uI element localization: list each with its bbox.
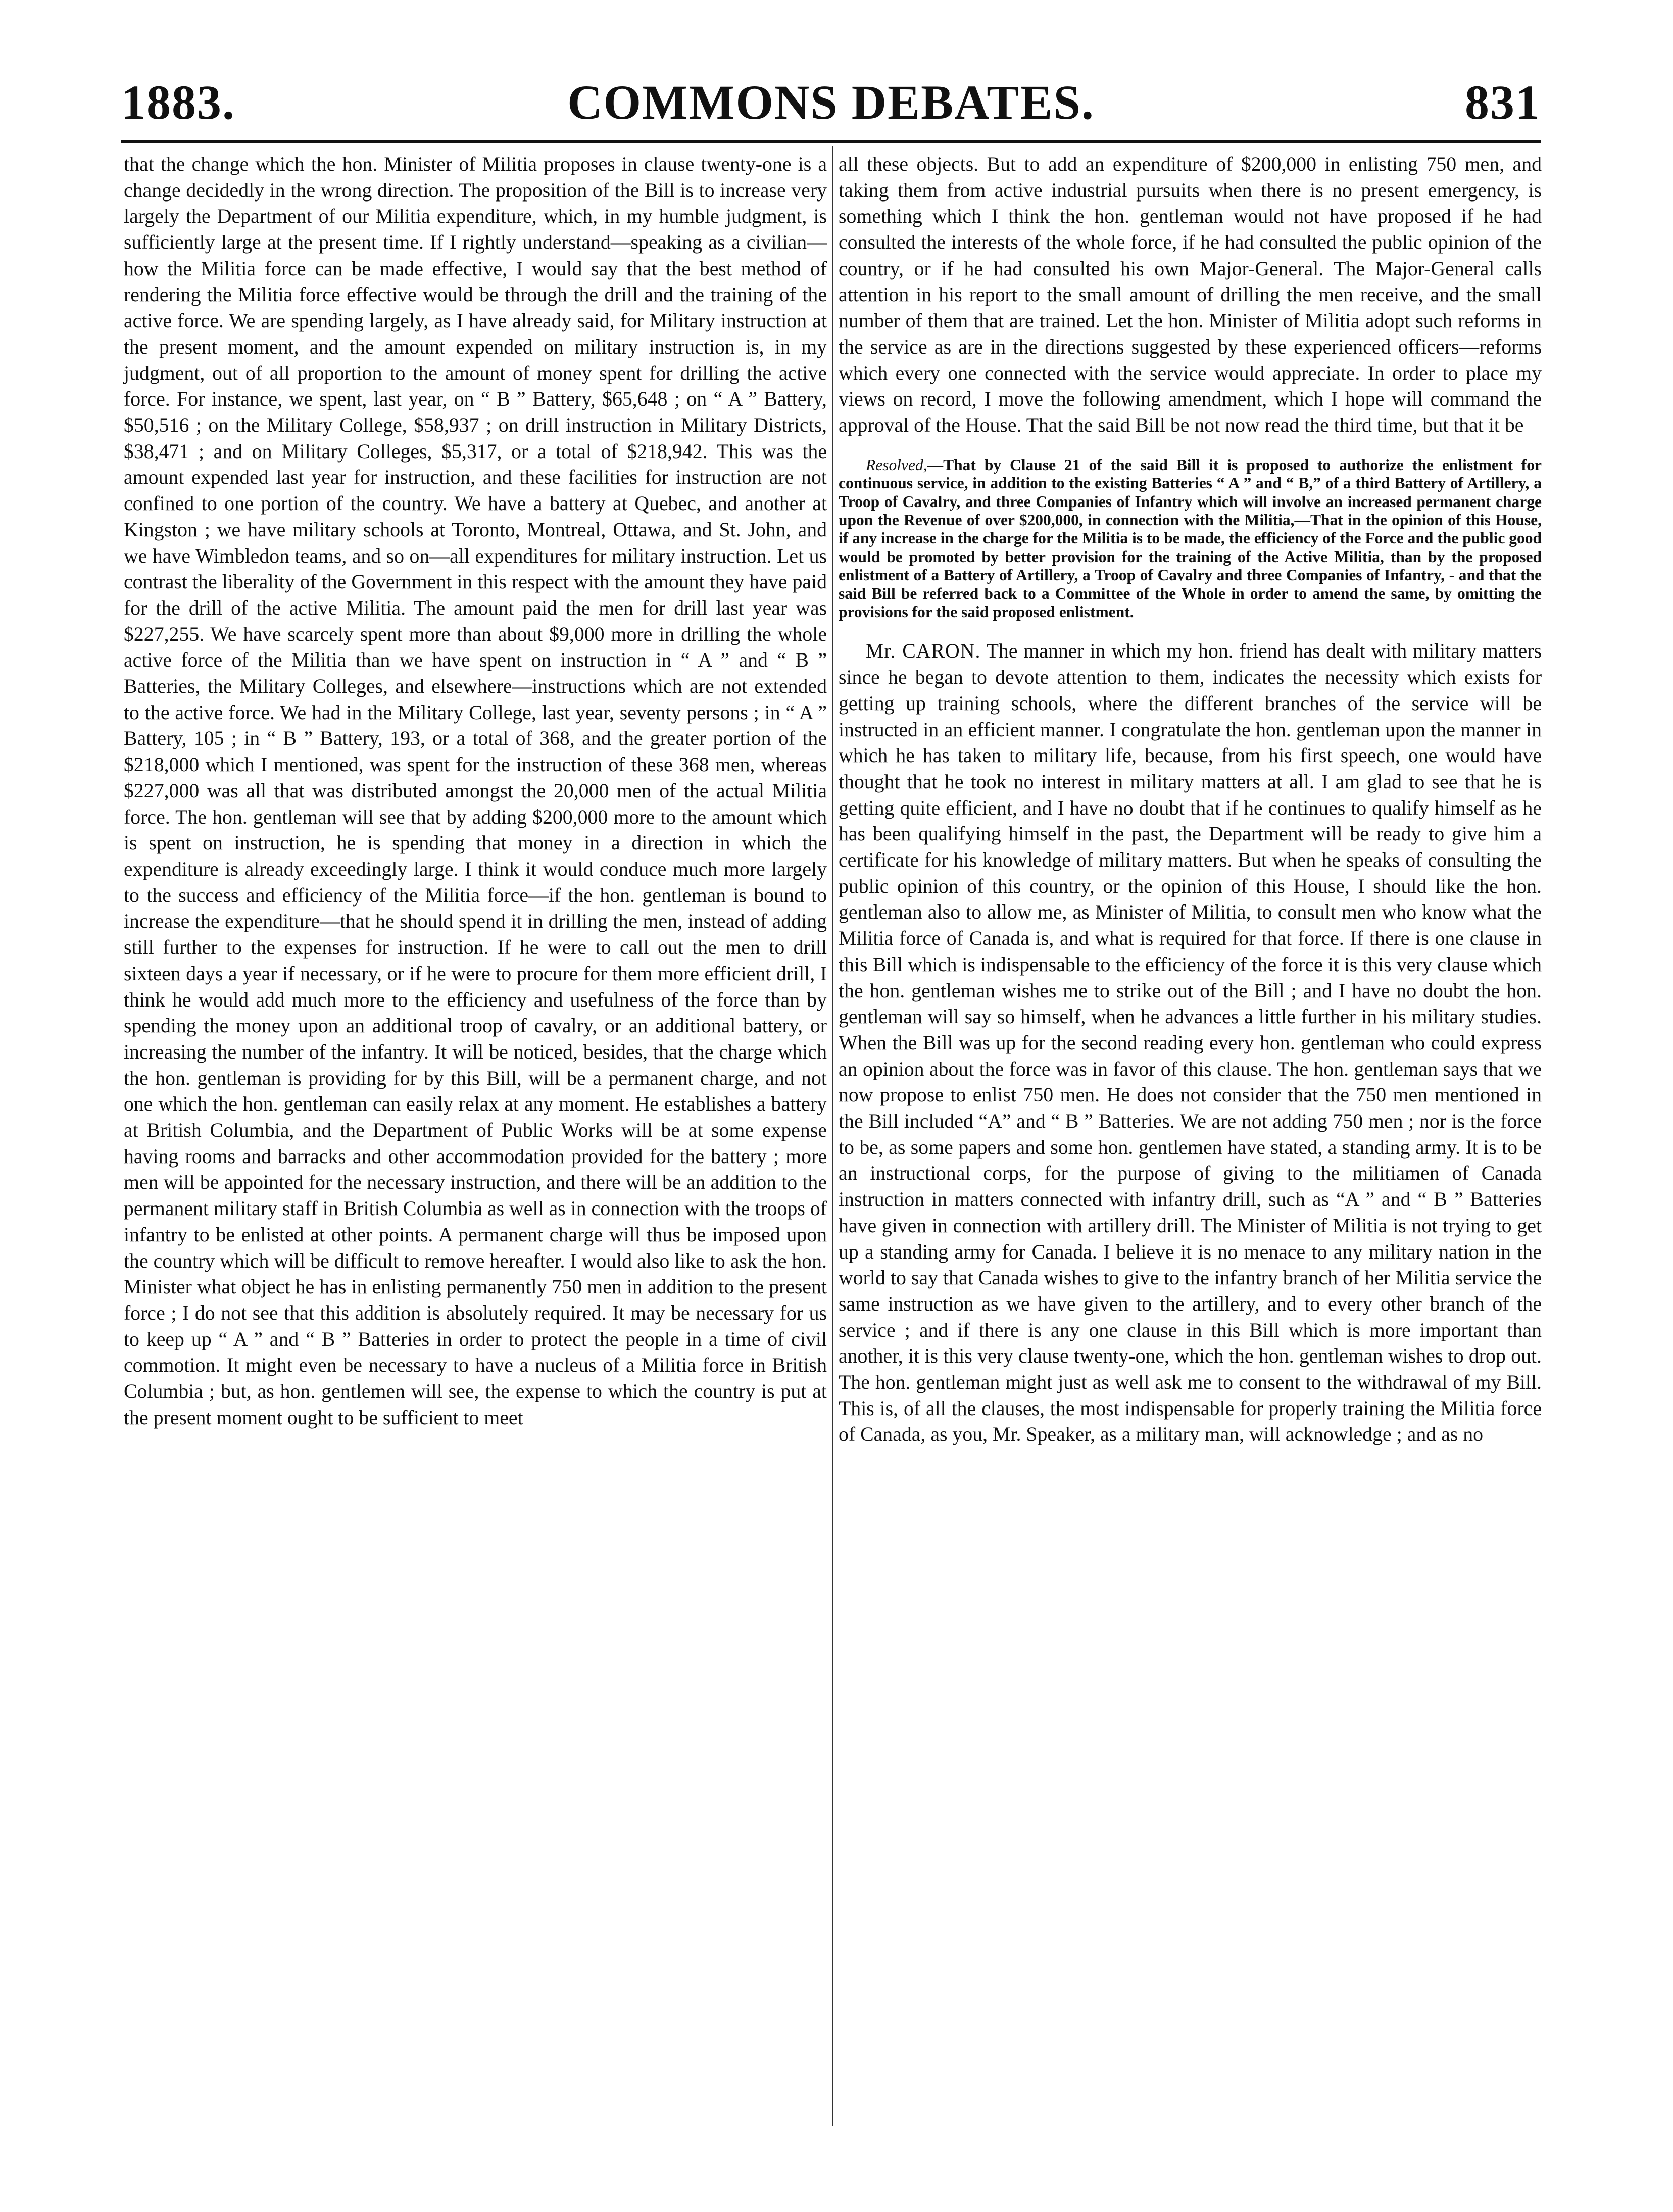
- speaker-name: Mr. CARON.: [866, 640, 981, 663]
- header-year: 1883.: [121, 75, 235, 129]
- caron-speech: [839, 638, 1542, 1448]
- header-title: COMMONS DEBATES.: [567, 75, 1095, 129]
- resolution-block: [839, 456, 1542, 622]
- caron-speech-text: The manner in which my hon. friend has dealt with military matters since he began to devote attention to them, indicates the necessity which exists for getting up training schools, where the different branches of the service will be instructed in an efficient manner. I congratulate the hon. gentleman upon the manner in which he has taken to military life, because, from his first speech, one would have thought that he took no interest in military matters at all. I am glad to see that he is getting quite efficient, and I have no doubt that if he continues to qualify himself as he has been qualifying himself in the past, the Department will be ready to give him a certificate for his knowledge of military matters. But when he speaks of consulting the public opinion of this country, or the opinion of this House, I should like the hon. gentleman also to allow me, as Minister of Militia, to consult men who know what the Militia force of Canada is, and what is required for that force. If there is one clause in this Bill which is indispensable to the efficiency of the force it is this very clause which the hon. gentleman wishes me to strike out of the Bill ; and I have no doubt the hon. gentleman will say so himself, when he advances a little further in his military studies. When the Bill was up for the second reading every hon. gentleman who could express an opinion about the force was in favor of this clause. The hon. gentleman says that we now propose to enlist 750 men. He does not consider that the 750 men mentioned in the Bill included “A” and “ B ” Batteries. We are not adding 750 men ; nor is the force to be, as some papers and some hon. gentlemen have stated, a standing army. It is to be an instructional corps, for the purpose of giving to the militiamen of Canada instruction in matters connected with infantry drill, such as “A ” and “ B ” Batteries have given in connection with artillery drill. The Minister of Militia is not trying to get up a standing army for Canada. I believe it is no menace to any military nation in the world to say that Canada wishes to give to the infantry branch of her Militia service the same instruction as we have given to the artillery, and to every other branch of the service ; and if there is any one clause in this Bill which is more important than another, it is this very clause twenty-one, which the hon. gentleman wishes to drop out. The hon. gentleman might just as well ask me to consent to the withdrawal of my Bill. This is, of all the clauses, the most indispensable for properly training the Militia force of Canada, as you, Mr. Speaker, as a military man, will acknowledge ; and as no: [839, 640, 1542, 1446]
- page-header: [121, 75, 1541, 135]
- header-rule: [121, 140, 1541, 143]
- right-column: [839, 152, 1542, 1448]
- resolution-label: Resolved,: [866, 456, 927, 474]
- right-paragraph-1: all these objects. But to add an expenditure of $200,000 in enlisting 750 men, and taking them from active industrial pursuits when there is no present emergency, is something which I think the hon. gentleman would not have proposed if he had consulted the interests of the whole force, if he had consulted the public opinion of the country, or if he had consulted his own Major-General. The Major-General calls attention in his report to the small amount of drilling the men receive, and the small number of them that are trained. Let the hon. Minister of Militia adopt such reforms in the service as are in the directions suggested by these experienced officers—reforms which every one connected with the service would appreciate. In order to place my views on record, I move the following amendment, which I hope will command the approval of the House. That the said Bill be not now read the third time, but that it be: [839, 153, 1542, 437]
- resolution-text: —That by Clause 21 of the said Bill it is proposed to authorize the enlistment for continuous service, in addition to the existing Batteries “ A ” and “ B,” of a third Battery of Artillery, a Troop of Cavalry, and three Companies of Infantry which will involve an increased permanent charge upon the Revenue of over $200,000, in connection with the Militia,—That in the opinion of this House, if any increase in the charge for the Militia is to be made, the efficiency of the Force and the public good would be promoted by better provision for the training of the Active Militia, than by the proposed enlistment of a Battery of Artillery, a Troop of Cavalry and three Companies of Infantry, - and that the said Bill be referred back to a Committee of the Whole in order to amend the same, by omitting the provisions for the said proposed enlistment.: [839, 456, 1542, 621]
- header-page-number: 831: [1465, 75, 1541, 129]
- left-paragraph-1: that the change which the hon. Minister of Militia proposes in clause twenty-one is a change decidedly in the wrong direction. The proposition of the Bill is to increase very largely the Department of our Militia expenditure, which, in my humble judgment, is sufficiently large at the present time. If I rightly understand—speaking as a civilian—how the Militia force can be made effective, I would say that the best method of rendering the Militia force effective would be through the drill and the training of the active force. We are spending largely, as I have already said, for Military instruction at the present moment, and the amount expended on military instruction is, in my judgment, out of all proportion to the amount of money spent for drilling the active force. For instance, we spent, last year, on “ B ” Battery, $65,648 ; on “ A ” Battery, $50,516 ; on the Military College, $58,937 ; on drill instruction in Military Districts, $38,471 ; and on Military Colleges, $5,317, or a total of $218,942. This was the amount expended last year for instruction, and these facilities for instruction are not confined to one portion of the country. We have a battery at Quebec, and another at Kingston ; we have military schools at Toronto, Montreal, Ottawa, and St. John, and we have Wimbledon teams, and so on—all expenditures for military instruction. Let us contrast the liberality of the Government in this respect with the amount they have paid for the drill of the active Militia. The amount paid the men for drill last year was $227,255. We have scarcely spent more than about $9,000 more in drilling the whole active force of the Militia than we have spent on instruction in “ A ” and “ B ” Batteries, the Military Colleges, and elsewhere—instructions which are not extended to the active force. We had in the Military College, last year, seventy persons ; in “ A ” Battery, 105 ; in “ B ” Battery, 193, or a total of 368, and the greater portion of the $218,000 which I mentioned, was spent for the instruction of these 368 men, whereas $227,000 was all that was distributed amongst the 20,000 men of the actual Militia force. The hon. gentleman will see that by adding $200,000 more to the amount which is spent on instruction, he is spending that money in a direction in which the expenditure is already exceedingly large. I think it would conduce much more largely to the success and efficiency of the Militia force—if the hon. gentleman is bound to increase the expenditure—that he should spend it in drilling the men, instead of adding still further to the expenses for instruction. If he were to call out the men to drill sixteen days a year if necessary, or if he were to procure for them more efficient drill, I think he would add much more to the efficiency and usefulness of the force than by spending the money upon an additional troop of cavalry, or an additional battery, or increasing the number of the infantry. It will be noticed, besides, that the charge which the hon. gentleman is providing for by this Bill, will be a permanent charge, and not one which the hon. gentleman can easily relax at any moment. He establishes a battery at British Columbia, and the Department of Public Works will be at some expense having rooms and barracks and other accommodation provided for the battery ; more men will be appointed for the necessary instruction, and there will be an addition to the permanent military staff in British Columbia as well as in connection with the troops of infantry to be enlisted at other points. A permanent charge will thus be imposed upon the country which will be difficult to remove hereafter. I would also like to ask the hon. Minister what object he has in enlisting permanently 750 men in addition to the present force ; I do not see that this addition is absolutely required. It may be necessary for us to keep up “ A ” and “ B ” Batteries in order to protect the people in a time of civil commotion. It might even be necessary to have a nucleus of a Militia force in British Columbia ; but, as hon. gentlemen will see, the expense to which the country is put at the present moment ought to be sufficient to meet: [124, 153, 827, 1429]
- column-divider: [832, 146, 833, 2126]
- left-column: [124, 152, 827, 1431]
